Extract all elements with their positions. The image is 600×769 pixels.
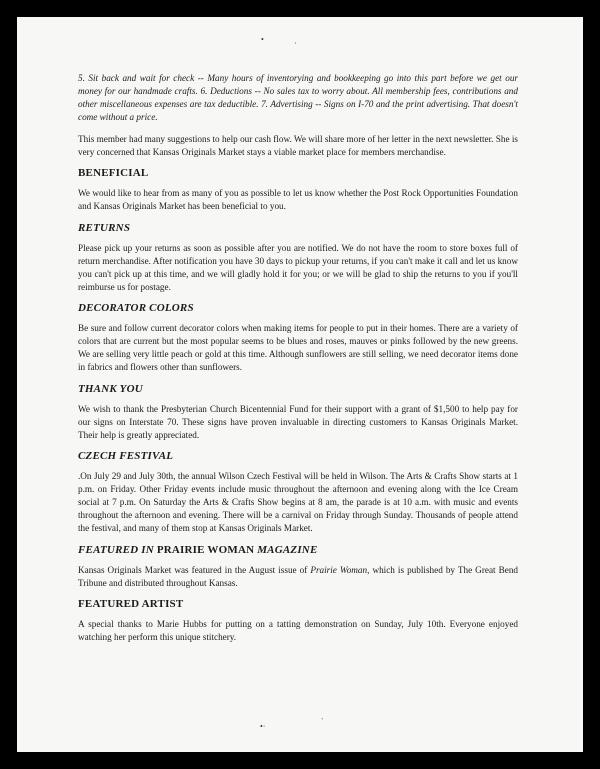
featured-magazine-heading bbox=[78, 544, 518, 557]
scan-speck: •· bbox=[260, 722, 266, 731]
decorator-colors-text: Be sure and follow current decorator colors when making items for people to put in their homes. There are a variety of colors that are current but the most popular seems to be blues and roses, mauves or pinks followed by the new greens. We are selling very little peach or gold at this time. Although sunflowers are still selling, we need decorator items done in fabrics and flowers other than sunflowers. bbox=[78, 323, 518, 372]
document-body bbox=[78, 72, 518, 653]
returns-heading: RETURNS bbox=[78, 221, 131, 234]
intro-paragraph-2: This member had many suggestions to help our cash flow. We will share more of her letter in the next newsletter. She is very concerned that Kansas Originals Market stays a viable market place for members merchandise. bbox=[78, 133, 518, 157]
scan-speck: ` bbox=[321, 717, 324, 726]
czech-festival-heading: CZECH FESTIVAL bbox=[78, 450, 174, 462]
featured-magazine-text-start: Kansas Originals Market was featured in the August issue of bbox=[78, 564, 311, 575]
scan-speck: · bbox=[294, 39, 297, 48]
scan-speck: • bbox=[261, 35, 264, 44]
beneficial-heading: BENEFICIAL bbox=[78, 167, 149, 179]
intro-paragraph-1: 5. Sit back and wait for check -- Many hours of inventorying and bookkeeping go into this part before we get our money for our handmade crafts. 6. Deductions -- No sales tax to worry about. All membership fees, contributions and other miscellaneous expenses are tax deductible. 7. Advertising -- Signs on I-70 and the print advertising. That doesn't come without a price. bbox=[78, 73, 518, 122]
returns-text: Please pick up your returns as soon as possible after you are notified. We do not have the room to store boxes full of return merchandise. After notification you have 30 days to pickup your returns, if you can't make it call and let us know you can't pick up at this time, and we will gladly hold it for you; or we will be glad to ship the returns to you if you'll reimburse us for postage. bbox=[78, 242, 518, 292]
decorator-colors-heading: DECORATOR COLORS bbox=[78, 302, 194, 314]
featured-artist-text: A special thanks to Marie Hubbs for putting on a tatting demonstration on Sunday, July 10th. Everyone enjoyed watching her perform this unique stitchery. bbox=[78, 619, 518, 642]
featured-artist-heading: FEATURED ARTIST bbox=[78, 598, 184, 610]
magazine-name: PRAIRIE WOMAN bbox=[156, 543, 255, 556]
beneficial-text: We would like to hear from as many of you as possible to let us know whether the Post Rock Opportunities Foundation and Kansas Originals Market has been beneficial to you. bbox=[78, 188, 518, 211]
featured-magazine-text bbox=[78, 564, 518, 590]
thank-you-heading: THANK YOU bbox=[78, 382, 143, 395]
featured-in-label: FEATURED IN bbox=[78, 543, 154, 556]
featured-magazine-text-title: Prairie Woman bbox=[310, 564, 368, 575]
featured-magazine-text-end: , which is published by The Great Bend Tribune and distributed throughout Kansas. bbox=[78, 564, 519, 588]
thank-you-text: We wish to thank the Presbyterian Church Bicentennial Fund for their support with a grant of $1,500 to help pay for our signs on Interstate 70. These signs have proven invaluable in directing customers to Kansas Originals Market. Their help is greatly appreciated. bbox=[78, 403, 518, 440]
czech-festival-text: .On July 29 and July 30th, the annual Wilson Czech Festival will be held in Wilson. The Arts & Crafts Show starts at 1 p.m. on Friday. Other Friday events include music throughout the afternoon and evening along with the Ice Cream social at 7 p.m. On Saturday the Arts & Crafts Show begins at 8 am, the parade is at 10 a.m. with music and events throughout the afternoon and evening. There will be a carnival on Friday through Sunday. Thousands of people attend the festival, and many of them stop at Kansas Originals Market. bbox=[78, 471, 518, 533]
magazine-label: MAGAZINE bbox=[257, 543, 318, 556]
document-page bbox=[17, 17, 583, 752]
